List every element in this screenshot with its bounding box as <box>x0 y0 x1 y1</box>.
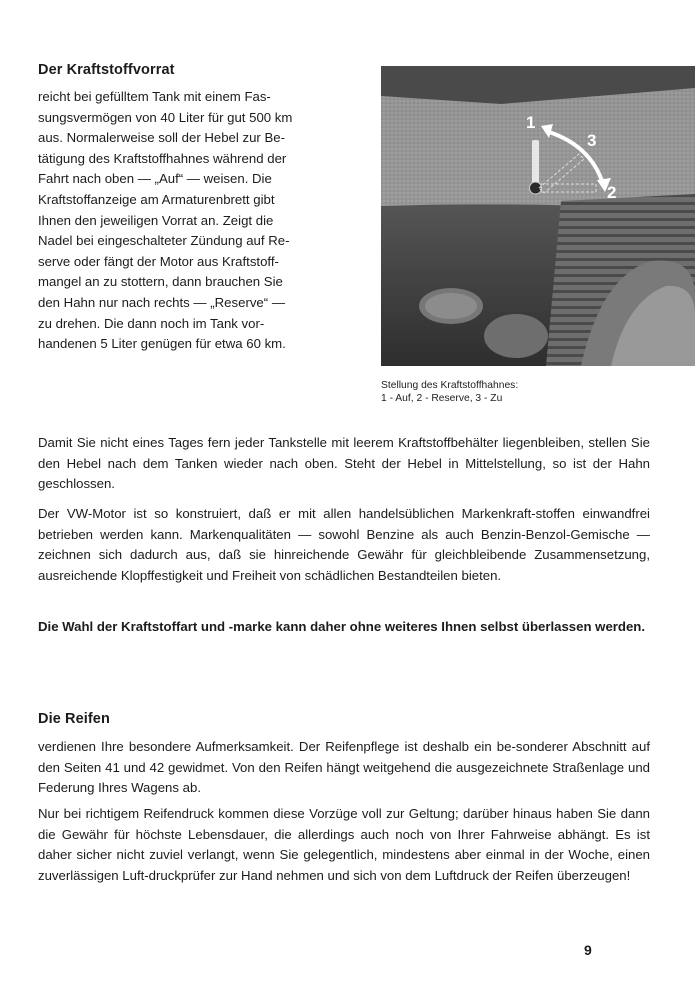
intro-line: Kraftstoffanzeige am Armaturenbrett gibt <box>38 191 275 207</box>
tires-paragraph-pressure: Nur bei richtigem Reifendruck kommen diese Vorzüge voll zur Geltung; darüber hinaus haben Sie dann die Gewähr für höchste Lebensdauer, die allerdings auch noch von Ihrer Fahrweise abhängt. Es ist daher sicher nicht zuviel verlangt, wenn Sie gelegentlich, mindestens aber einmal in der Woche, einen zuverlässigen Luft-druckprüfer zur Hand nehmen und sich von dem Luftdruck der Reifen überzeugen! <box>38 806 650 883</box>
position-label-2: 2 <box>607 183 617 202</box>
tires-heading: Die Reifen <box>38 711 110 727</box>
intro-line: den Hahn nur nach rechts — „Reserve“ — <box>38 294 286 310</box>
fuel-paragraph-conclusion: Die Wahl der Kraftstoffart und -marke kann daher ohne weiteres Ihnen selbst überlassen werden. <box>38 619 646 634</box>
position-label-1: 1 <box>526 113 536 132</box>
page-number: 9 <box>584 942 592 958</box>
intro-line: sungsvermögen von 40 Liter für gut 500 km <box>38 109 293 125</box>
intro-line: reicht bei gefülltem Tank mit einem Fas- <box>38 89 271 104</box>
intro-line: Nadel bei eingeschalteter Zündung auf Re- <box>38 233 290 249</box>
position-label-3: 3 <box>587 131 597 150</box>
intro-line: serve oder fängt der Motor aus Kraftstoff- <box>38 253 279 269</box>
fuel-heading: Der Kraftstoffvorrat <box>38 62 175 78</box>
fuel-tap-photo <box>381 66 695 366</box>
intro-line: Ihnen den jeweiligen Vorrat an. Zeigt die <box>38 212 274 228</box>
caption-line: Stellung des Kraftstoffhahnes: <box>381 380 519 391</box>
intro-line: Fahrt nach oben — „Auf“ — weisen. Die <box>38 171 272 187</box>
intro-line: aus. Normalerweise soll der Hebel zur Be- <box>38 130 285 146</box>
fuel-paragraph-tank: Damit Sie nicht eines Tages fern jeder Tankstelle mit leerem Kraftstoffbehälter liegenbleiben, stellen Sie den Hebel nach dem Tanken wieder nach oben. Steht der Hebel in Mittelstellung, so ist der Hahn geschlossen. <box>38 435 650 492</box>
fuel-paragraph-engine: Der VW-Motor ist so konstruiert, daß er mit allen handelsüblichen Markenkraft-stoffen einwandfrei betrieben werden kann. Markenqualitäten — sowohl Benzine als auch Benzin-Benzol-Gemische — zeichnen sich dadurch aus, daß sie hinreichende Gewähr für gleichbleibende Zusammensetzung, ausreichende Klopffestigkeit und Freiheit von schädlichen Bestandteilen bieten. <box>38 506 650 583</box>
fuel-intro-paragraph <box>38 87 336 355</box>
intro-line: handenen 5 Liter genügen für etwa 60 km. <box>38 336 286 352</box>
intro-line: zu drehen. Die dann noch im Tank vor- <box>38 315 265 331</box>
tires-paragraph-intro: verdienen Ihre besondere Aufmerksamkeit. Der Reifenpflege ist deshalb ein be-sonderer Abschnitt auf den Seiten 41 und 42 gewidmet. Von den Reifen hängt weitgehend die ausgezeichnete Straßenlage und Federung Ihres Wagens ab. <box>38 739 650 796</box>
caption-line: 1 - Auf, 2 - Reserve, 3 - Zu <box>381 393 503 404</box>
intro-line: mangel an zu stottern, dann brauchen Sie <box>38 274 283 290</box>
intro-line: tätigung des Kraftstoffhahnes während der <box>38 150 287 166</box>
photo-caption <box>381 379 691 405</box>
